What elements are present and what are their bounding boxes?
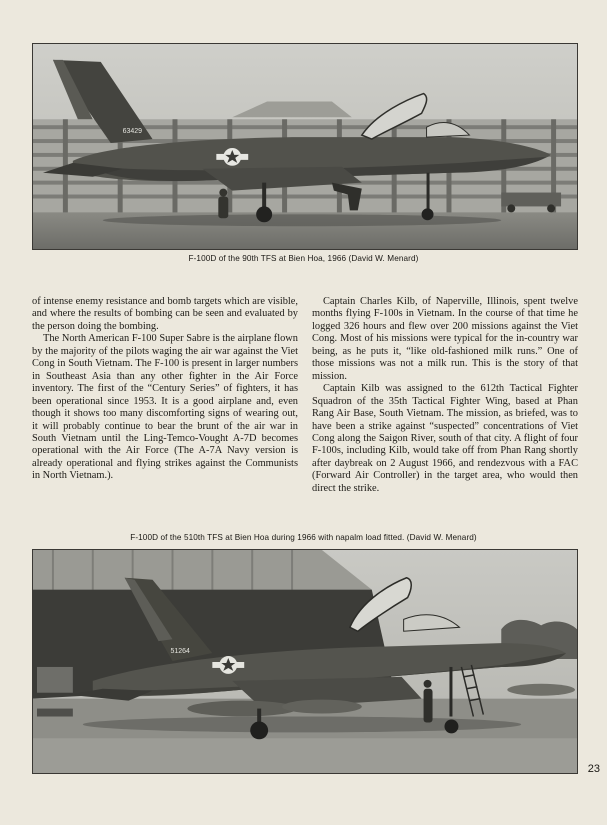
bottom-aircraft-tail-number: 51264 [170, 648, 190, 656]
left-paragraph-2: The North American F-100 Super Sabre is the airplane flown by the majority of the pilots waging the air war against the Viet Cong in South Vietnam. The F-100 is present in larger numbers in Southeast Asia than any other fighter in the Air Force inventory. The first of the “Century Series” of fighters, it has been operational since 1953. It is a good airplane and, even though it shows too many discomforting signs of wearing out, it will probably continue to bear the brunt of the air war in South Vietnam until the Ling-Temco-Vought A-7D becomes operational with the Air Force (The A-7A Navy version is already operational and flying strikes against the Communists in North Vietnam.). [32, 333, 298, 482]
bottom-photo-f100d-510th-tfs [32, 549, 578, 774]
right-paragraph-1: Captain Charles Kilb, of Naperville, Illinois, spent twelve months flying F-100s in Vietnam. In the course of that time he logged 326 hours and flew over 200 missions against the Viet Cong. Most of his missions were typical for the in-country war being, as he puts it, “like old-fashioned milk runs.” One of those missions was not a milk run. This is the story of that mission. [312, 296, 578, 382]
article-left-column [32, 296, 298, 483]
bottom-photo-caption: F-100D of the 510th TFS at Bien Hoa during 1966 with napalm load fitted. (David W. Menard) [130, 533, 477, 542]
top-photo-caption: F-100D of the 90th TFS at Bien Hoa, 1966 (David W. Menard) [188, 254, 419, 263]
top-photo-f100d-90th-tfs [32, 43, 578, 250]
page-number: 23 [587, 763, 600, 775]
right-paragraph-2: Captain Kilb was assigned to the 612th Tactical Fighter Squadron of the 35th Tactical Fighter Wing, based at Phan Rang Air Base, South Vietnam. The mission, as briefed, was to have been a strike against “suspected” concentrations of Viet Cong along the Saigon River, south of that city. A flight of four F-100s, including Kilb, would take off from Phan Rang shortly after daybreak on 2 August 1966, and rendezvous with a FAC (Forward Air Controller) in the target area, who would then direct the strike. [312, 383, 578, 494]
top-aircraft-tail-number: 63429 [122, 128, 143, 136]
left-paragraph-1: of intense enemy resistance and bomb targets which are visible, and where the results of bombing can be seen and evaluated by the person doing the bombing. [32, 296, 298, 332]
article-right-column [312, 296, 578, 495]
